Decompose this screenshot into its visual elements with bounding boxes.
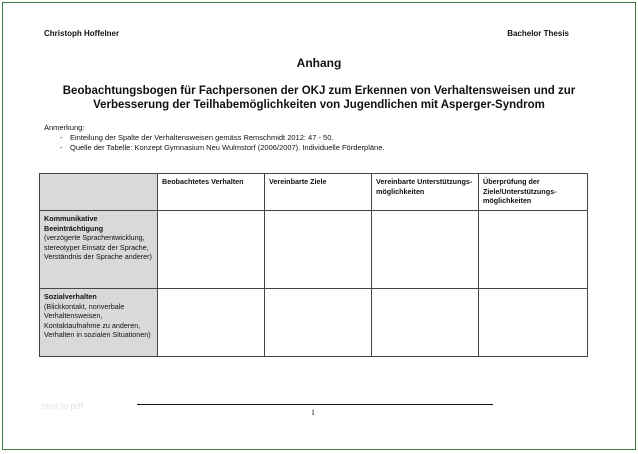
row-detail: (Blickkontakt, nonverbale Verhaltensweisen, Kontaktaufnahme zu anderen, Verhalten in sozialen Situationen) xyxy=(44,301,151,339)
table-cell[interactable] xyxy=(479,211,588,289)
title-line-1: Beobachtungsbogen für Fachpersonen der OKJ zum Erkennen von Verhaltensweisen und zur xyxy=(62,85,576,97)
table-cell[interactable] xyxy=(158,289,265,357)
table-header-row xyxy=(40,174,588,211)
table-cell[interactable] xyxy=(372,289,479,357)
table-cell[interactable] xyxy=(265,289,372,357)
table-header-unterstuetzungsmoeglichkeiten: Vereinbarte Unterstützungs-möglichkeiten xyxy=(372,174,479,211)
row-header-kommunikative-beeintraechtigung xyxy=(40,211,158,289)
table-header-corner xyxy=(40,174,158,211)
note-block xyxy=(44,123,384,153)
table-header-vereinbarte-ziele: Vereinbarte Ziele xyxy=(265,174,372,211)
note-item-source-table: - Quelle der Tabelle: Konzept Gymnasium Neu Wulmstorf (2006/2007). Individuelle Förderpläne. xyxy=(60,143,384,153)
header-thesis: Bachelor Thesis xyxy=(507,29,569,38)
row-title: Kommunikative Beeinträchtigung xyxy=(44,214,104,233)
watermark: html to pdf xyxy=(41,401,84,411)
table-header-beobachtetes-verhalten: Beobachtetes Verhalten xyxy=(158,174,265,211)
title-line-2: Verbesserung der Teilhabemöglichkeiten von Jugendlichen mit Asperger-Syndrom xyxy=(93,99,545,111)
note-label: Anmerkung: xyxy=(44,123,85,132)
note-item-source-behaviour: - Einteilung der Spalte der Verhaltensweisen gemäss Remschmidt 2012: 47 - 50. xyxy=(60,133,384,143)
section-title: Anhang xyxy=(296,56,342,70)
table-header-ueberpruefung: Überprüfung der Ziele/Unterstützungs-möglichkeiten xyxy=(479,174,588,211)
table-row xyxy=(40,211,588,289)
row-detail: (verzögerte Sprachentwicklung, stereotyper Einsatz der Sprache, Verständnis der Sprache anderer) xyxy=(44,233,152,261)
document-title xyxy=(33,84,605,112)
header-author: Christoph Hoffelner xyxy=(44,29,120,38)
document-page xyxy=(2,2,636,450)
table-cell[interactable] xyxy=(265,211,372,289)
observation-table xyxy=(39,173,588,357)
footer-divider xyxy=(137,404,493,405)
page-number: 1 xyxy=(311,408,315,417)
row-title: Sozialverhalten xyxy=(44,292,97,301)
table-row xyxy=(40,289,588,357)
row-header-sozialverhalten xyxy=(40,289,158,357)
table-cell[interactable] xyxy=(479,289,588,357)
note-list xyxy=(44,133,384,153)
table-cell[interactable] xyxy=(158,211,265,289)
table-cell[interactable] xyxy=(372,211,479,289)
